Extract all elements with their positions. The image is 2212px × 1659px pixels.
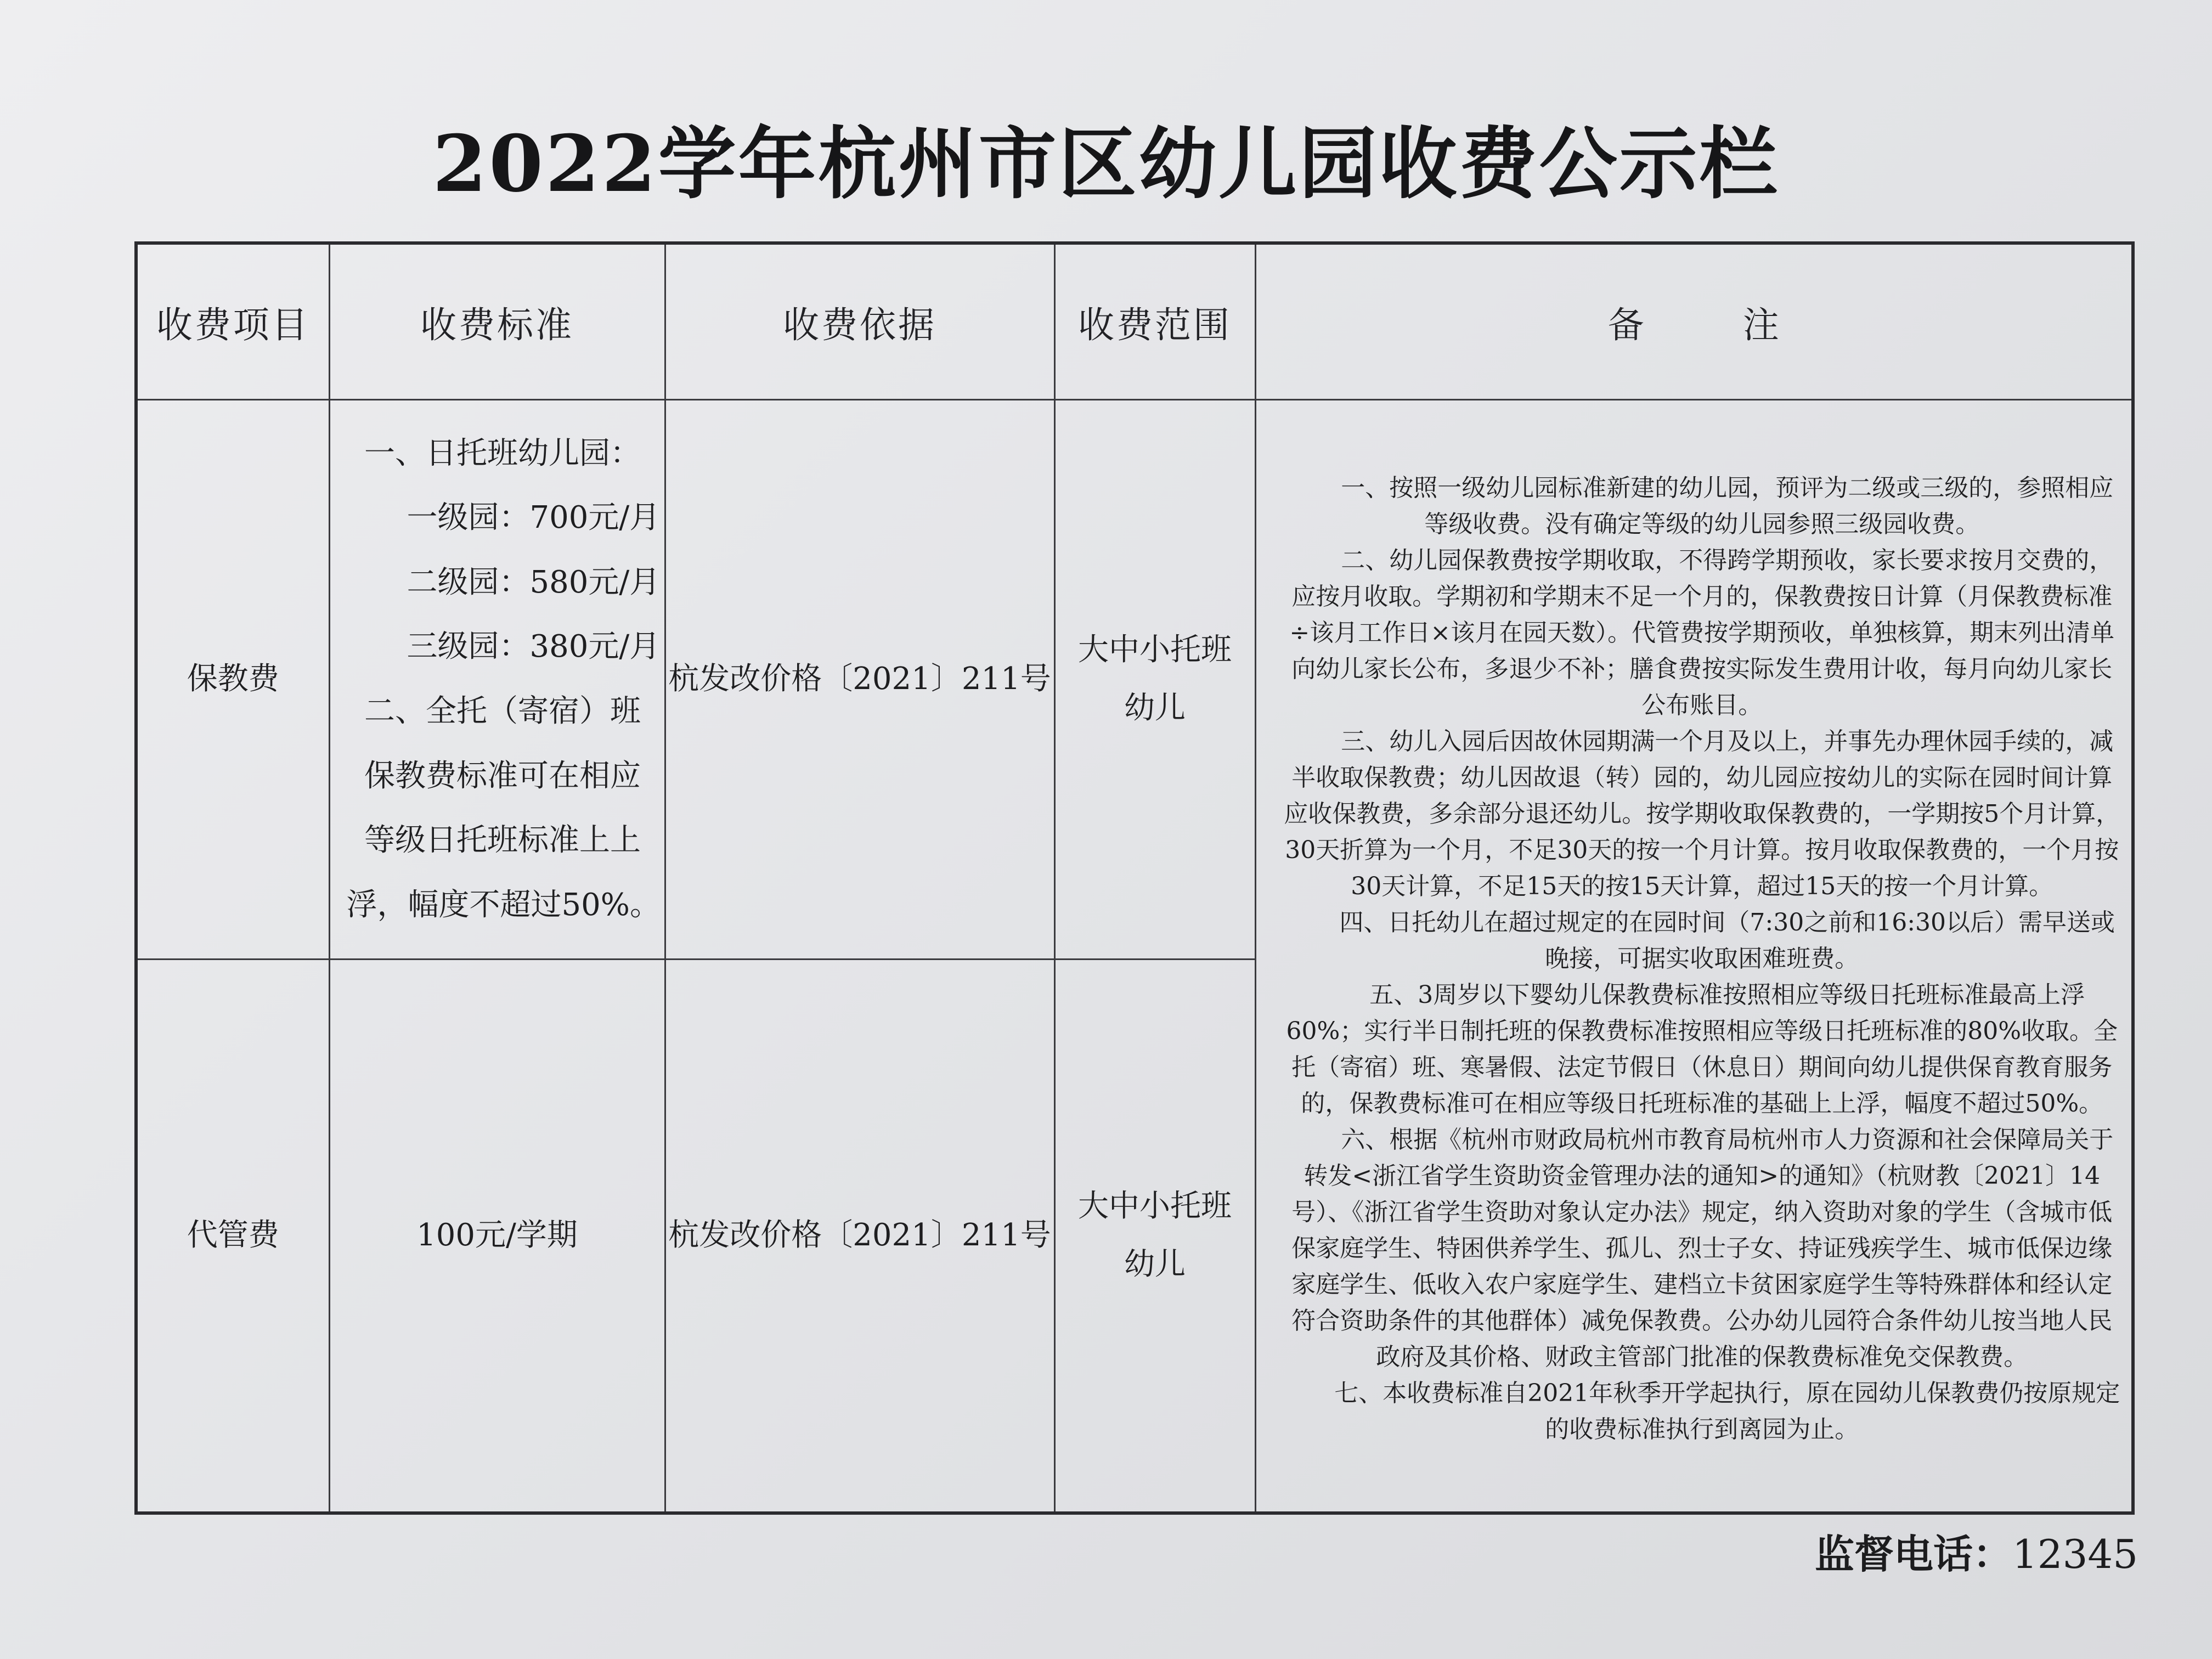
standard-line: 保教费标准可在相应 xyxy=(364,758,641,794)
row-scope xyxy=(1054,399,1255,959)
note-paragraph: 五、3周岁以下婴幼儿保教费标准按照相应等级日托班标准最高上浮60%；实行半日制托班的保教费标准按照相应等级日托班标准的80%收取。全托（寄宿）班、寒暑假、法定节假日（休息日）期间向幼儿提供保育教育服务的，保教费标准可在相应等级日托班标准的基础上上浮，幅度不超过50%。 xyxy=(1286,981,2118,1118)
header-notes: 备注 xyxy=(1255,243,2133,399)
supervision-hotline xyxy=(1815,1522,2138,1579)
note-paragraph: 一、按照一级幼儿园标准新建的幼儿园，预评为二级或三级的，参照相应等级收费。没有确定等级的幼儿园参照三级园收费。 xyxy=(1341,474,2114,539)
hotline-number: 12345 xyxy=(2012,1531,2138,1577)
row-item: 保教费 xyxy=(136,399,329,959)
scope-line: 幼儿 xyxy=(1124,690,1186,726)
row-basis: 杭发改价格〔2021〕211号 xyxy=(665,959,1054,1513)
row-basis: 杭发改价格〔2021〕211号 xyxy=(665,399,1054,959)
standard-line: 二、全托（寄宿）班 xyxy=(364,693,641,729)
header-basis: 收费依据 xyxy=(665,243,1054,399)
row-item: 代管费 xyxy=(136,959,329,1513)
header-scope: 收费范围 xyxy=(1054,243,1255,399)
standard-line: 二级园：580元/月 xyxy=(407,564,661,600)
note-paragraph: 三、幼儿入园后因故休园期满一个月及以上，并事先办理休园手续的，减半收取保教费；幼儿因故退（转）园的，幼儿园应按幼儿的实际在园时间计算应收保教费，多余部分退还幼儿。按学期收取保教费的，一学期按5个月计算，30天折算为一个月，不足30天的按一个月计算。按月收取保教费的，一个月按30天计算，不足15天的按15天计算，超过15天的按一个月计算。 xyxy=(1284,727,2120,901)
header-item: 收费项目 xyxy=(136,243,329,399)
note-paragraph: 七、本收费标准自2021年秋季开学起执行，原在园幼儿保教费仍按原规定的收费标准执行到离园为止。 xyxy=(1334,1379,2120,1444)
notes-cell xyxy=(1255,399,2133,1513)
scope-line: 大中小托班 xyxy=(1078,631,1232,668)
standard-line: 三级园：380元/月 xyxy=(407,629,661,665)
fee-table xyxy=(134,241,2135,1515)
standard-line: 一级园：700元/月 xyxy=(407,500,661,536)
standard-line: 一、日托班幼儿园： xyxy=(364,435,641,471)
row-scope xyxy=(1054,959,1255,1513)
row-standard xyxy=(329,399,665,959)
table-row xyxy=(136,399,2133,959)
standard-line: 等级日托班标准上上 xyxy=(364,822,641,859)
note-paragraph: 四、日托幼儿在超过规定的在园时间（7:30之前和16:30以后）需早送或晚接，可据实收取困难班费。 xyxy=(1339,909,2115,973)
row-standard: 100元/学期 xyxy=(329,959,665,1513)
standard-line: 浮，幅度不超过50%。 xyxy=(346,887,661,923)
note-paragraph: 二、幼儿园保教费按学期收取，不得跨学期预收，家长要求按月交费的，应按月收取。学期初和学期末不足一个月的，保教费按日计算（月保教费标准÷该月工作日×该月在园天数）。代管费按学期预收，单独核算，期末列出清单向幼儿家长公布，多退少不补；膳食费按实际发生费用计收，每月向幼儿家长公布账目。 xyxy=(1289,546,2115,720)
scope-line: 大中小托班 xyxy=(1078,1188,1232,1224)
header-standard: 收费标准 xyxy=(329,243,665,399)
note-paragraph: 六、根据《杭州市财政局杭州市教育局杭州市人力资源和社会保障局关于转发<浙江省学生资助资金管理办法的通知>的通知》（杭财教〔2021〕14号）、《浙江省学生资助对象认定办法》规定，纳入资助对象的学生（含城市低保家庭学生、特困供养学生、孤儿、烈士子女、持证残疾学生、城市低保边缘家庭学生、低收入农户家庭学生、建档立卡贫困家庭学生等特殊群体和经认定符合资助条件的其他群体）减免保教费。公办幼儿园符合条件幼儿按当地人民政府及其价格、财政主管部门批准的保教费标准免交保教费。 xyxy=(1291,1126,2114,1372)
page-title: 2022学年杭州市区幼儿园收费公示栏 xyxy=(432,119,1780,210)
header-row xyxy=(136,243,2133,399)
scope-line: 幼儿 xyxy=(1124,1246,1186,1283)
hotline-label: 监督电话： xyxy=(1814,1531,2012,1577)
